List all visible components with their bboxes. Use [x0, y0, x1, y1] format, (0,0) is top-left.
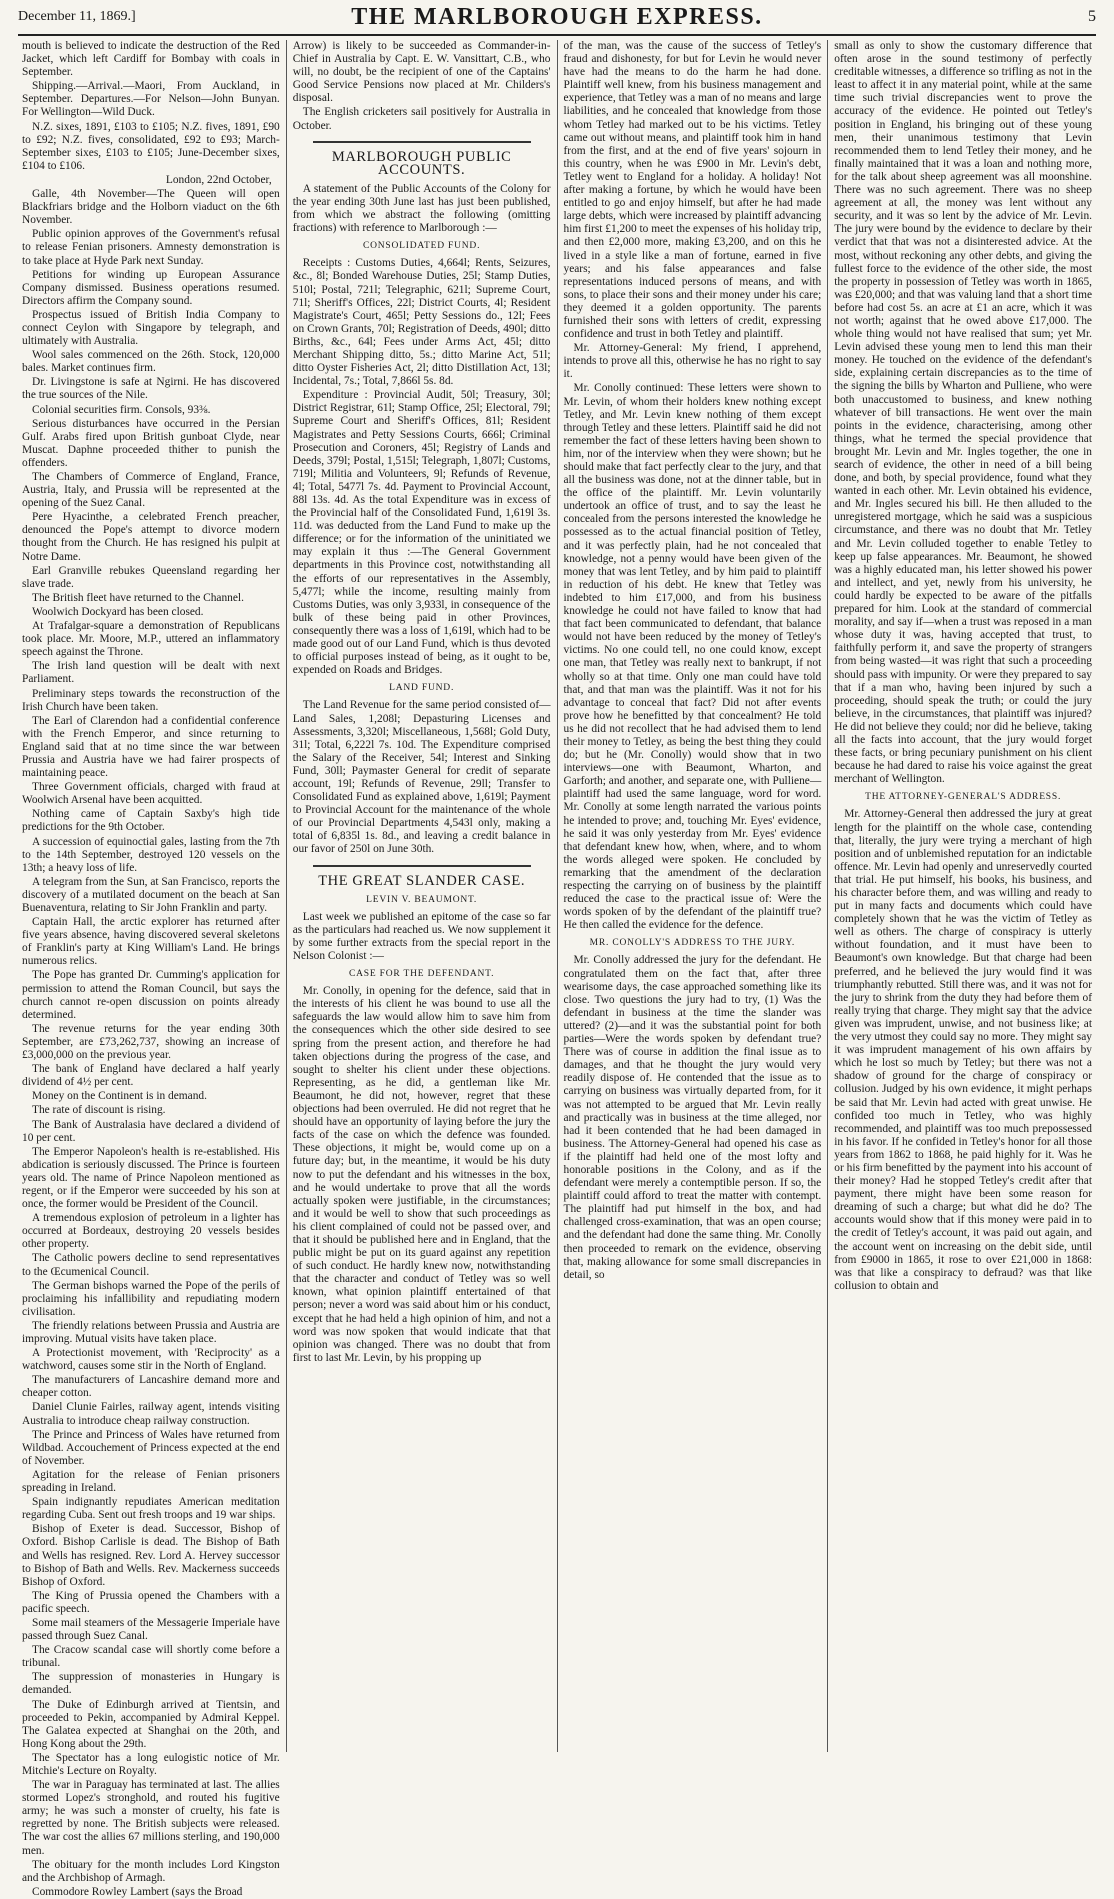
- news-paragraph: A succession of equinoctial gales, lasting from the 7th to the 14th September, destroyed 120 vessels on the 13th; a heavy loss of life.: [22, 835, 280, 874]
- news-paragraph: Galle, 4th November—The Queen will open Blackfriars bridge and the Holborn viaduct on the 6th November.: [22, 188, 280, 227]
- news-paragraph: The Bank of Australasia have declared a dividend of 10 per cent.: [22, 1118, 280, 1144]
- case-name-subhead: LEVIN V. BEAUMONT.: [366, 894, 478, 905]
- issue-date: December 11, 1869.]: [18, 9, 136, 24]
- news-paragraph: A Protectionist movement, with 'Reciprocity' as a watchword, causes some stir in the North of England.: [22, 1347, 280, 1373]
- london-dateline: London, 22nd October,: [165, 173, 272, 186]
- column-4-paragraphs: [834, 40, 1092, 786]
- news-paragraph: Woolwich Dockyard has been closed.: [32, 605, 204, 618]
- page-number: 5: [1088, 8, 1096, 25]
- news-paragraph: Serious disturbances have occurred in the Persian Gulf. Arabs fired upon British gunboat Clyde, near Muscat. Daphne proceeded thither to punish the offenders.: [22, 417, 280, 469]
- defendant-subhead: CASE FOR THE DEFENDANT.: [349, 969, 495, 980]
- news-paragraph: Wool sales commenced on the 26th. Stock, 120,000 bales. Market continues firm.: [22, 349, 280, 375]
- news-paragraph: Petitions for winding up European Assurance Company dismissed. Business operations resumed. Directors affirm the Company sound.: [22, 268, 280, 307]
- news-paragraph: The suppression of monasteries in Hungary is demanded.: [22, 1671, 280, 1697]
- news-paragraph: The war in Paraguay has terminated at last. The allies stormed Lopez's stronghold, and routed his fugitive army; he was such a monster of cruelty, his fate is regretted by none. The British subjects were released. The war cost the allies 67 millions sterling, and 190,000 men.: [22, 1779, 280, 1857]
- news-paragraph: The bank of England have declared a half yearly dividend of 4½ per cent.: [22, 1063, 280, 1089]
- news-paragraph: N.Z. sixes, 1891, £103 to £105; N.Z. fives, 1891, £90 to £92; N.Z. fives, consolidated, £92 to £93; March-September sixes, £103 to £105; June-December sixes, £104 to £106.: [22, 120, 280, 172]
- news-items: [22, 188, 280, 1899]
- news-paragraph: The German bishops warned the Pope of the perils of proclaiming his infallibility and repudiating modern civilisation.: [22, 1279, 280, 1318]
- report-paragraph: Mr. Conolly continued: These letters were shown to Mr. Levin, of whom their holders knew nothing except Tetley, and Mr. Levin knew nothing of them except through Tetley and these letters. Plaintiff said he did not remember the fact of these letters having been shown to him, nor of the interview when they were shown; but he should make that fact perfectly clear to the jury, and that all the business was done, not at the dinner table, but in the office of the plaintiff. Mr. Levin voluntarily undertook an office of trust, and to say the least he concealed from the persons interested the knowledge he possessed as to the actual financial position of Tetley, and it was perfectly plain, had he not concealed that knowledge, not a penny would have been given of the money that was lent Tetley, and by him paid to plaintiff in reduction of his debt. He knew that Tetley was indebted to him £17,000, and from his business knowledge he could not have failed to know that had that fact been communicated to defendant, that balance would not have been reduced by the money of Tetley's victims. No one could tell, no one could know, except one man, that Tetley was really next to bankrupt, if not wholly so at that time. Only one man could have told that, and that man was the plaintiff. Was it not for his advantage to conceal that fact? Did not after events prove how he benefitted by that concealment? He told us he did not recollect that he had advised them to lend their money to Tetley, as being the best thing they could do; but he (Mr. Conolly) would show that in two interviews—one with Beaumont, Wharton, and Garforth; and another, and separate one, with Pulliene—plaintiff had used the same language, word for word. Mr. Conolly at some length narrated the various points he intended to prove; and, touching Mr. Eyes' evidence, he said it was only yesterday from Mr. Eyes' evidence that defendant knew how, when, where, and to whom the words alleged were spoken. He concluded by remarking that the amendment of the declaration respecting the carrying on of business by the plaintiff reduced the case to the practical issue of: Were the words spoken of by the defendant of the plaintiff true? He then called the evidence for the defence.: [563, 382, 822, 932]
- news-paragraph: The English cricketers sail positively for Australia in October.: [292, 106, 551, 132]
- news-paragraph: Nothing came of Captain Saxby's high tide predictions for the 9th October.: [22, 808, 280, 834]
- news-paragraph: A tremendous explosion of petroleum in a lighter has occurred at Bordeaux, destroying 20 vessels besides other property.: [22, 1212, 280, 1251]
- slander-intro: Last week we published an epitome of the case so far as the particulars had reached us. We now supplement it by some further extracts from the special report in the Nelson Colonist :—: [292, 910, 551, 962]
- news-paragraph: The manufacturers of Lancashire demand more and cheaper cotton.: [22, 1374, 280, 1400]
- news-paragraph: The Irish land question will be dealt with next Parliament.: [22, 660, 280, 686]
- report-paragraph: Mr. Attorney-General: My friend, I apprehend, intends to prove all this, otherwise he has no right to say it.: [563, 342, 822, 381]
- conolly-address-paragraph: Mr. Conolly addressed the jury for the defendant. He congratulated them on the fact that, after three wearisome days, the case approached something like its close. Two questions the jury had to try, (1) Was the defendant in business at the time the slander was uttered? (2)—and it was the substantial point for both parties—Were the words spoken by defendant true? There was of course in addition the final issue as to damages, and that he thought the jury would very readily dispose of. He contended that the issue as to carrying on business was virtually departed from, for it was not attempted to be argued that Mr. Levin really and practically was in business at the time alleged, nor had it been contended that he had been damaged in business. The Attorney-General had opened his case as if the plaintiff had held one of the most lofty and honorable positions in the Colony, and as if the defendant were merely a contemptible person. If so, the plaintiff could afford to treat the matter with contempt. The plaintiff had put himself in the box, and had challenged cross-examination, that was an open course; and the defendant had done the same thing. Mr. Conolly then proceeded to remark on the evidence, observing that, making allowance for some small discrepancies in detail, so: [563, 954, 822, 1281]
- news-paragraph: Spain indignantly repudiates American meditation regarding Cuba. Sent out fresh troops and 19 war ships.: [22, 1496, 280, 1522]
- news-paragraph: The British fleet have returned to the Channel.: [32, 591, 244, 604]
- news-paragraph: Prospectus issued of British India Company to connect Ceylon with Singapore by telegraph, and ultimately with Australia.: [22, 308, 280, 348]
- expenditure-paragraph: Expenditure : Provincial Audit, 50l; Treasury, 30l; District Registrar, 61l; Stamp Office, 25l; Electoral, 79l; Supreme Court and Sheriff's Offices, 81l; Resident Magistrates and Petty Sessions Courts, 666l; Criminal Prosecution and Coroners, 45l; Registry of Lands and Deeds, 379l; Postal, 1,515l; Telegraph, 1,807l; Customs, 719l; Militia and Volunteers, 9l; Refunds of Revenue, 4l; Total, 5477l 7s. 4d. Payment to Provincial Account, 88l 13s. 4d. As the total Expenditure was in excess of the Provincial half of the Consolidated Fund, 1,619l 3s. 11d. was deducted from the Land Fund to make up the difference; or for the information of the uninitiated we may explain it thus :—The General Government departments in this Province cost, notwithstanding all the efforts of our representatives in the Assembly, 5,477l; while the income, resulting mainly from Customs Duties, was only 3,933l, in consequence of the bulk of these being paid in other Provinces, consequently there was a loss of 1,619l, which had to be made good out of our Land Fund, which is thus devoted to official purposes instead of being, as it ought to be, expended on Roads and Bridges.: [292, 389, 551, 677]
- news-paragraph: Pere Hyacinthe, a celebrated French preacher, denounced the Pope's attempt to divorce modern thought from the Church. He has resigned his pulpit at Notre Dame.: [22, 511, 280, 563]
- defendant-case-paragraph: Mr. Conolly, in opening for the defence, said that in the interests of his client he was bound to use all the safeguards the law would allow him to save him from the consequences which the other side desired to see spring from the present action, and therefore he had taken objections during the progress of the case, and sought to shelter his client under these objections. Representing, as he did, a gentleman like Mr. Beaumont, he did not, however, regret that these objections had been overruled. He did not regret that he should have an opportunity of laying before the jury the facts of the case on which the defence was founded. These objections, it might be, would come up on a future day; but, in the meantime, it would be his duty now to put the defendant and his witnesses in the box, and he would undertake to prove that all the words actually spoken were justifiable, in the circumstances; and it would be well to show that such proceedings as his client complained of could not be passed over, and that it should be published here and in England, that the public might be put on its guard against any repetition of such conduct. He hardly knew now, notwithstanding that the character and conduct of Tetley was so well known, what opinion plaintiff entertained of that person; never a word was said about him or his conduct, except that he had held a high opinion of him, and not a word was now spoken that would indicate that that opinion was changed. There was no doubt that from first to last Mr. Levin, by his propping up: [292, 985, 551, 1364]
- news-paragraph: Bishop of Exeter is dead. Successor, Bishop of Oxford. Bishop Carlisle is dead. The Bishop of Bath and Wells has resigned. Rev. Lord A. Hervey successor to Bishop of Bath and Wells. Rev. Mackerness succeeds Bishop of Oxford.: [22, 1523, 280, 1588]
- news-paragraph: Shipping.—Arrival.—Maori, From Auckland, in September. Departures.—For Nelson—John Bunyan. For Wellington—Wild Duck.: [22, 80, 280, 119]
- news-paragraph: Preliminary steps towards the reconstruction of the Irish Church have been taken.: [22, 687, 280, 713]
- conolly-address-subhead: MR. CONOLLY'S ADDRESS TO THE JURY.: [589, 938, 796, 949]
- news-paragraph: The Chambers of Commerce of England, France, Austria, Italy, and Prussia will be represented at the opening of the Suez Canal.: [22, 471, 280, 510]
- news-paragraph: The obituary for the month includes Lord Kingston and the Archbishop of Armagh.: [22, 1858, 280, 1884]
- column-4: [828, 40, 1098, 1752]
- news-paragraph: The Earl of Clarendon had a confidential conference with the French Emperor, and since returning to England said that at no time since the war between Prussia and Austria have we had fairer prospects of maintaining peace.: [22, 714, 280, 780]
- news-items-top: [22, 40, 280, 173]
- news-paragraph: Money on the Continent is in demand.: [32, 1090, 207, 1103]
- column-2-intro: [293, 40, 551, 133]
- news-paragraph: Agitation for the release of Fenian prisoners spreading in Ireland.: [22, 1468, 280, 1495]
- masthead: [18, 0, 1096, 36]
- news-paragraph: The Duke of Edinburgh arrived at Tientsin, and proceeded to Pekin, accompanied by Admiral Keppel. The Galatea expected at Shanghai on the 20th, and Hong Kong about the 29th.: [22, 1698, 280, 1750]
- attorney-general-paragraph: Mr. Attorney-General then addressed the jury at great length for the plaintiff on the whole case, contending that, literally, the jury were trying a merchant of high position and of unblemished reputation for an indictable offence. Mr. Levin had openly and unreservedly courted that trial. He put himself, his books, his business, and his character before them, and was willing and ready to put in many facts and documents which could have completely shown that he was the victim of Tetley as well as others. The charge of conspiracy is utterly without foundation, and it must have been to Beaumont's own knowledge. But that charge had been preferred, and he believed the jury would find it was triumphantly rebutted. Still there was, and it was not for the jury to shrink from the duty they had before them of really trying that charge. They might say that the advice given was imprudent, unwise, and not business like; at the very utmost they could say no more. They might say it was imprudent management of his own affairs by which he lost so much by Tetley; but there was not a shadow of ground for the charge of conspiracy or collusion. Judged by his own evidence, it might perhaps be said that Mr. Levin had acted with great unwise. He confided too much in Tetley, who was highly recommended, and plaintiff was too much prepossessed in his favor. If he confided in Tetley's honor for all those years from 1862 to 1868, he paid highly for it. Was he or his firm benefitted by the payment into his account of their money? Had he stopped Tetley's credit after that payment, there might have been some reason for dreaming of such a charge; but what did he do? The accounts would show that if this money were paid in to the credit of Tetley's account, it was paid out again, and the account went on increasing on the debit side, until from £9000 in 1865, it rose to over £21,000 in 1868: was that like a conspiracy to defraud? was that like collusion to obtain and: [834, 808, 1092, 1292]
- news-paragraph: Colonial securities firm. Consols, 93⅜.: [32, 403, 211, 416]
- column-3: [558, 40, 829, 1752]
- news-paragraph: Three Government officials, charged with fraud at Woolwich Arsenal have been acquitted.: [22, 781, 280, 807]
- news-paragraph: The Pope has granted Dr. Cumming's application for permission to attend the Roman Council, but says the church cannot re-open discussion on points already determined.: [22, 969, 280, 1021]
- divider: [313, 865, 531, 867]
- news-paragraph: The Emperor Napoleon's health is re-established. His abdication is seriously discussed. The Prince is fourteen years old. The name of Prince Napoleon mentioned as regent, or if the Emperor were succeeded by his son at once, the former would be President of the Council.: [22, 1145, 280, 1211]
- news-paragraph: A telegram from the Sun, at San Francisco, reports the discovery of a mutilated document on the beach at San Buenaventura, relating to Sir John Franklin and party.: [22, 875, 280, 914]
- news-paragraph: The friendly relations between Prussia and Austria are improving. Mutual visits have taken place.: [22, 1319, 280, 1345]
- newspaper-title: THE MARLBOROUGH EXPRESS.: [351, 3, 763, 30]
- news-paragraph: At Trafalgar-square a demonstration of Republicans took place. Mr. Moore, M.P., uttered an inflammatory speech against the Throne.: [22, 620, 280, 659]
- news-paragraph: The rate of discount is rising.: [32, 1104, 166, 1117]
- slander-headline: THE GREAT SLANDER CASE.: [318, 872, 526, 889]
- attorney-general-subhead: THE ATTORNEY-GENERAL'S ADDRESS.: [865, 792, 1062, 803]
- news-paragraph: The Cracow scandal case will shortly come before a tribunal.: [22, 1644, 280, 1670]
- news-paragraph: Commodore Rowley Lambert (says the Broad: [32, 1885, 243, 1898]
- column-3-paragraphs: [564, 40, 822, 932]
- report-paragraph: small as only to show the customary difference that often arose in the sound testimony of perfectly creditable witnesses, a difference so trifling as not in the least to affect it in any material point, while at the same time such trivial discrepancies went to prove the accuracy of the evidence. He pointed out Tetley's position in England, his bringing out of these young men, their unanimous testimony that Levin recommended them to lend Tetley their money, and he finally maintained that it was a loan and nothing more, for the talk about sheep agreement was all moonshine. There was no such agreement. There was no sheep agreement at all, the money was lent without any security, and it was so lent by the advice of Mr. Levin. The jury were bound by the evidence to declare by their verdict that that was not a disinterested advice. At the most, without reckoning any other debts, and giving the fullest force to the evidence of the other side, the most the property in possession of Tetley was worth in 1865, was £20,000; and that was valuing land that a short time before had cost 5s. an acre at £1 an acre, which it was not worth; against that he owed above £17,000. The whole thing would not have realised that sum; yet Mr. Levin advised these young men to lend this man their money. He touched on the evidence of the defendant's side, explaining certain discrepancies as to the time of the signing the bills by Wharton and Pulliene, who were both unaccustomed to business, and knew nothing whatever of bill transactions. He went over the main points in the evidence, characterising, among other things, what he termed the special providence that brought Mr. Levin and Mr. Ingles together, the one in search of evidence, the other in need of a bill being done, and both, by special providence, found what they wanted in each other. Mr. Levin obtained his evidence, and Mr. Ingles secured his bill. He then alluded to the unregistered mortgage, which he said was a suspicious circumstance, and there was no doubt that Mr. Tetley and Mr. Levin colluded together to enable Tetley to keep up false appearances. Mr. Beaumont, he showed was a highly educated man, his letter showed his power and intellect, and yet, newly from his university, he could hardly be expected to be aware of the pitfalls prepared for him. Look at the standard of commercial morality, and say if—when a trust was reposed in a man whose duty it was, having accepted that trust, to faithfully perform it, and save the property of strangers from being wasted—it was right that such a proceeding should pass with impunity. Or were they prepared to say that if a man who, having been injured by such a proceeding, should speak the truth; or could the jury believe, in the circumstances, that plaintiff was injured? He did not believe they could; nor did he believe, taking all the facts into account, that the jury would forget these facts, or bring pecuniary punishment on his client because he had dared to raise his voice against the great merchant of Wellington.: [834, 40, 1092, 786]
- news-paragraph: Some mail steamers of the Messagerie Imperiale have passed through Suez Canal.: [22, 1616, 280, 1643]
- news-paragraph: Arrow) is likely to be succeeded as Commander-in-Chief in Australia by Capt. E. W. Vansittart, C.B., who will, no doubt, be the recipient of one of the Captains' Good Service Pensions now placed at Mr. Childers's disposal.: [292, 40, 551, 105]
- news-paragraph: mouth is believed to indicate the destruction of the Red Jacket, which left Cardiff for Bombay with coals in September.: [22, 40, 280, 79]
- report-paragraph: of the man, was the cause of the success of Tetley's fraud and dishonesty, for but for Levin he would never have had the means to do the harm he had done. Plaintiff well knew, from his business management and experience, that Tetley was a man of no means and large liabilities, and he concealed that knowledge from those whom Tetley had marked out to be his victims. Tetley came out without means, and plaintiff took him in hand from the first, and at the end of five years' sojourn in this country, when he was £900 in Mr. Levin's debt, Tetley went to England for a holiday. A holiday! Not after making a fortune, by which he would have been entitled to go and enjoy himself, but after he had made large debts, which were increased by plaintiff advancing him first £1,200 to meet the expenses of his holiday trip, and then £2,000 more, making £3,200, and on this he lived in a style like a man of fortune, earned in five years; and his false appearances and false representations induced persons of means, and with sons, to place their sons and their money under his care; they deemed it a golden opportunity. The parents furnished their sons with letters of credit, expressing confidence and trust in both Tetley and plaintiff.: [563, 40, 822, 341]
- land-fund-subhead: LAND FUND.: [389, 683, 455, 694]
- news-paragraph: The King of Prussia opened the Chambers with a pacific speech.: [22, 1589, 280, 1615]
- accounts-intro: A statement of the Public Accounts of the Colony for the year ending 30th June last has just been published, from which we abstract the following (omitting fractions) with reference to Marlborough :—: [292, 182, 551, 235]
- column-2: [287, 40, 558, 1752]
- accounts-headline: MARLBOROUGH PUBLIC ACCOUNTS.: [331, 148, 512, 178]
- news-paragraph: The Spectator has a long eulogistic notice of Mr. Mitchie's Lecture on Royalty.: [22, 1751, 280, 1777]
- news-paragraph: Captain Hall, the arctic explorer has returned after five years absence, having discovered several skeletons of Franklin's party at King William's Land. He brings numerous relics.: [22, 916, 280, 968]
- consolidated-fund-subhead: CONSOLIDATED FUND.: [362, 241, 481, 252]
- news-paragraph: Earl Granville rebukes Queensland regarding her slave trade.: [22, 564, 280, 590]
- news-paragraph: The revenue returns for the year ending 30th September, are £73,262,737, showing an increase of £3,000,000 on the previous year.: [22, 1022, 280, 1062]
- news-paragraph: The Prince and Princess of Wales have returned from Wildbad. Accouchement of Princess expected at the end of November.: [22, 1428, 280, 1467]
- news-paragraph: The Catholic powers decline to send representatives to the Œcumenical Council.: [22, 1252, 280, 1278]
- columns: [16, 40, 1098, 1898]
- news-paragraph: Daniel Clunie Fairles, railway agent, intends visiting Australia to introduce cheap railway construction.: [22, 1401, 280, 1427]
- column-1: [16, 40, 287, 1898]
- land-fund-paragraph: The Land Revenue for the same period consisted of—Land Sales, 1,208l; Depasturing Licenses and Assessments, 3,320l; Miscellaneous, 1,568l; Gold Duty, 31l; Total, 6,222l 7s. 10d. The Expenditure comprised the Salary of the Receiver, 54l; Interest and Sinking Fund, 30ll; Paymaster General for credit of separate account, 19l; Refunds of Revenue, 29ll; Transfer to Consolidated Fund as explained above, 1,619l; Payment to Provincial Account for the maintenance of the whole of our Provincial Departments 4,543l only, making a total of 6,835l 1s. 8d., and leaving a credit balance in our favor of 250l on June 30th.: [292, 699, 551, 856]
- receipts-paragraph: Receipts : Customs Duties, 4,664l; Rents, Seizures, &c., 8l; Bonded Warehouse Duties, 25l; Stamp Duties, 510l; Postal, 721l; Telegraphic, 621l; Supreme Court, 71l; Sheriff's Offices, 22l; District Courts, 4l; Resident Magistrate's Court, 465l; Petty Sessions do., 12l; Fees on Crown Grants, 70l; Registration of Deeds, 490l; ditto Births, &c., 64l; Fees under Arms Act, 45l; ditto Merchant Shipping ditto, 5s.; ditto Marine Act, 51l; ditto Oyster Fisheries Act, 2l; ditto Distillation Act, 13l; Incidental, 7s.; Total, 7,866l 5s. 8d.: [292, 257, 551, 388]
- news-paragraph: Dr. Livingstone is safe at Ngirni. He has discovered the true sources of the Nile.: [22, 376, 280, 402]
- news-paragraph: Public opinion approves of the Government's refusal to release Fenian prisoners. Amnesty demonstration is to take place at Hyde Park next Sunday.: [22, 228, 280, 267]
- divider: [313, 141, 531, 143]
